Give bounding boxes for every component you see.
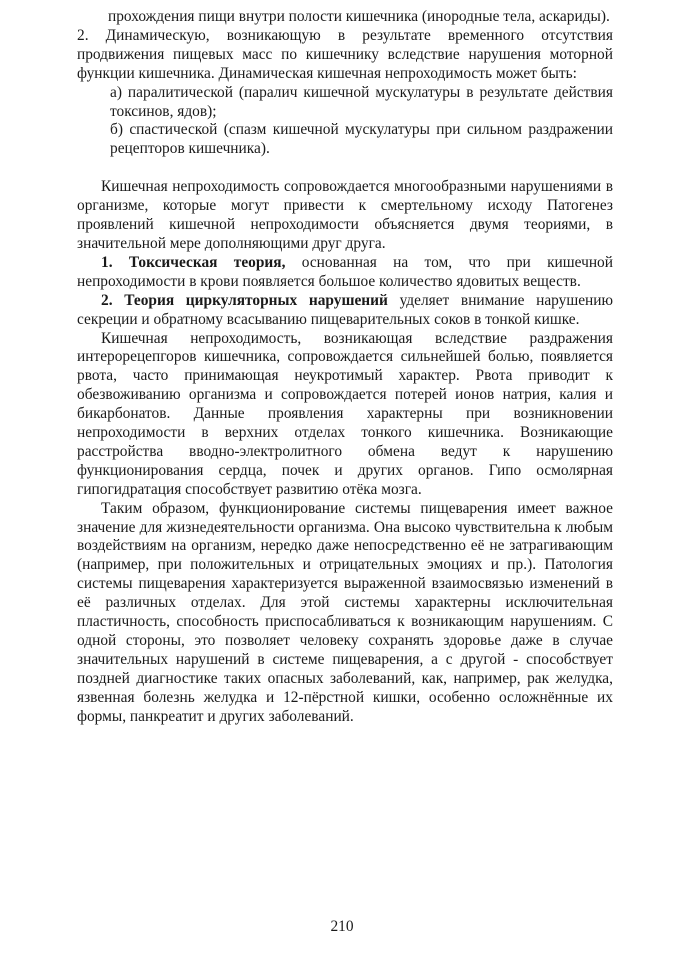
paragraph-text: основанная на том, что при кишечной непроходимости в крови появляется большое количество ядовитых веществ. bbox=[77, 253, 613, 290]
paragraph-conclusion bbox=[77, 500, 613, 727]
paragraph-text: уделяет внимание нарушению секреции и обратному всасыванию пищеварительных соков в тонкой кишке. bbox=[77, 291, 613, 328]
paragraph-text: прохождения пищи внутри полости кишечника (инородные тела, аскариды). bbox=[108, 8, 610, 25]
list-item-text: а) паралитической (паралич кишечной мускулатуры в результате действия токсинов, ядов); bbox=[110, 83, 613, 120]
paragraph-text: Кишечная непроходимость, возникающая вследствие раздражения интерорецепгоров кишечника, сопровождается сильнейшей болью, появляется рвота, часто принимающая неукротимый характер. Рвота приводит к обезвоживанию организма и сопровождается потерей ионов натрия, калия и бикарбонатов. Данные проявления характерны при возникновении непроходимости в верхних отделах тонкого кишечника. Возникающие расстройства вводно-электролитного обмена ведут к нарушению функционирования сердца, почек и других органов. Гипо осмолярная гипогидратация способствует развитию отёка мозга. bbox=[77, 329, 613, 498]
list-item-text: б) спастической (спазм кишечной мускулатуры при сильном раздражении рецепторов кишечника). bbox=[110, 121, 613, 158]
list-item-spastic bbox=[77, 121, 613, 159]
paragraph-text: Таким образом, функционирование системы пищеварения имеет важное значение для жизнедеятельности организма. Она высоко чувствительна к любым воздействиям на организм, нередко даже непосредственно её не затрагивающим (например, при положительных и отрицательных эмоциях и пр.). Патология системы пищеварения характеризуется выраженной взаимосвязью изменений в её различных отделах. Для этой системы характерны исключительная пластичность, способность приспосабливаться к возникающим нарушениям. С одной стороны, это позволяет человеку сохранять здоровье даже в случае значительных нарушений в системе пищеварения, а с другой - способствует поздней диагностике таких опасных заболеваний, как, например, рак желудка, язвенная болезнь желудка и 12-пёрстной кишки, особенно осложнённые их формы, панкреатит и других заболеваний. bbox=[77, 499, 613, 725]
term-toxic-theory: 1. Токсическая теория, bbox=[101, 253, 286, 271]
paragraph-text: 2. Динамическую, возникающую в результате временного отсутствия продвижения пищевых масс по кишечнику вследствие нарушения моторной функции кишечника. Динамическая кишечная непроходимость может быть: bbox=[77, 26, 613, 82]
paragraph-text: Кишечная непроходимость сопровождается многообразными нарушениями в организме, которые могут привести к смертельному исходу Патогенез проявлений кишечной непроходимости объясняется двумя теориями, в значительной мере дополняющими друг друга. bbox=[77, 178, 613, 252]
paragraph-dynamic-obstruction bbox=[77, 27, 613, 84]
list-item-paralytic bbox=[77, 84, 613, 122]
paragraph-pathogenesis bbox=[77, 178, 613, 254]
term-circulatory-theory: 2. Теория циркуляторных нарушений bbox=[101, 291, 388, 309]
body-text bbox=[77, 8, 613, 727]
paragraph-symptoms bbox=[77, 330, 613, 500]
page-number: 210 bbox=[330, 918, 354, 935]
paragraph-toxic-theory bbox=[77, 254, 613, 292]
paragraph-continuation bbox=[77, 8, 613, 27]
paragraph-circulatory-theory bbox=[77, 292, 613, 330]
